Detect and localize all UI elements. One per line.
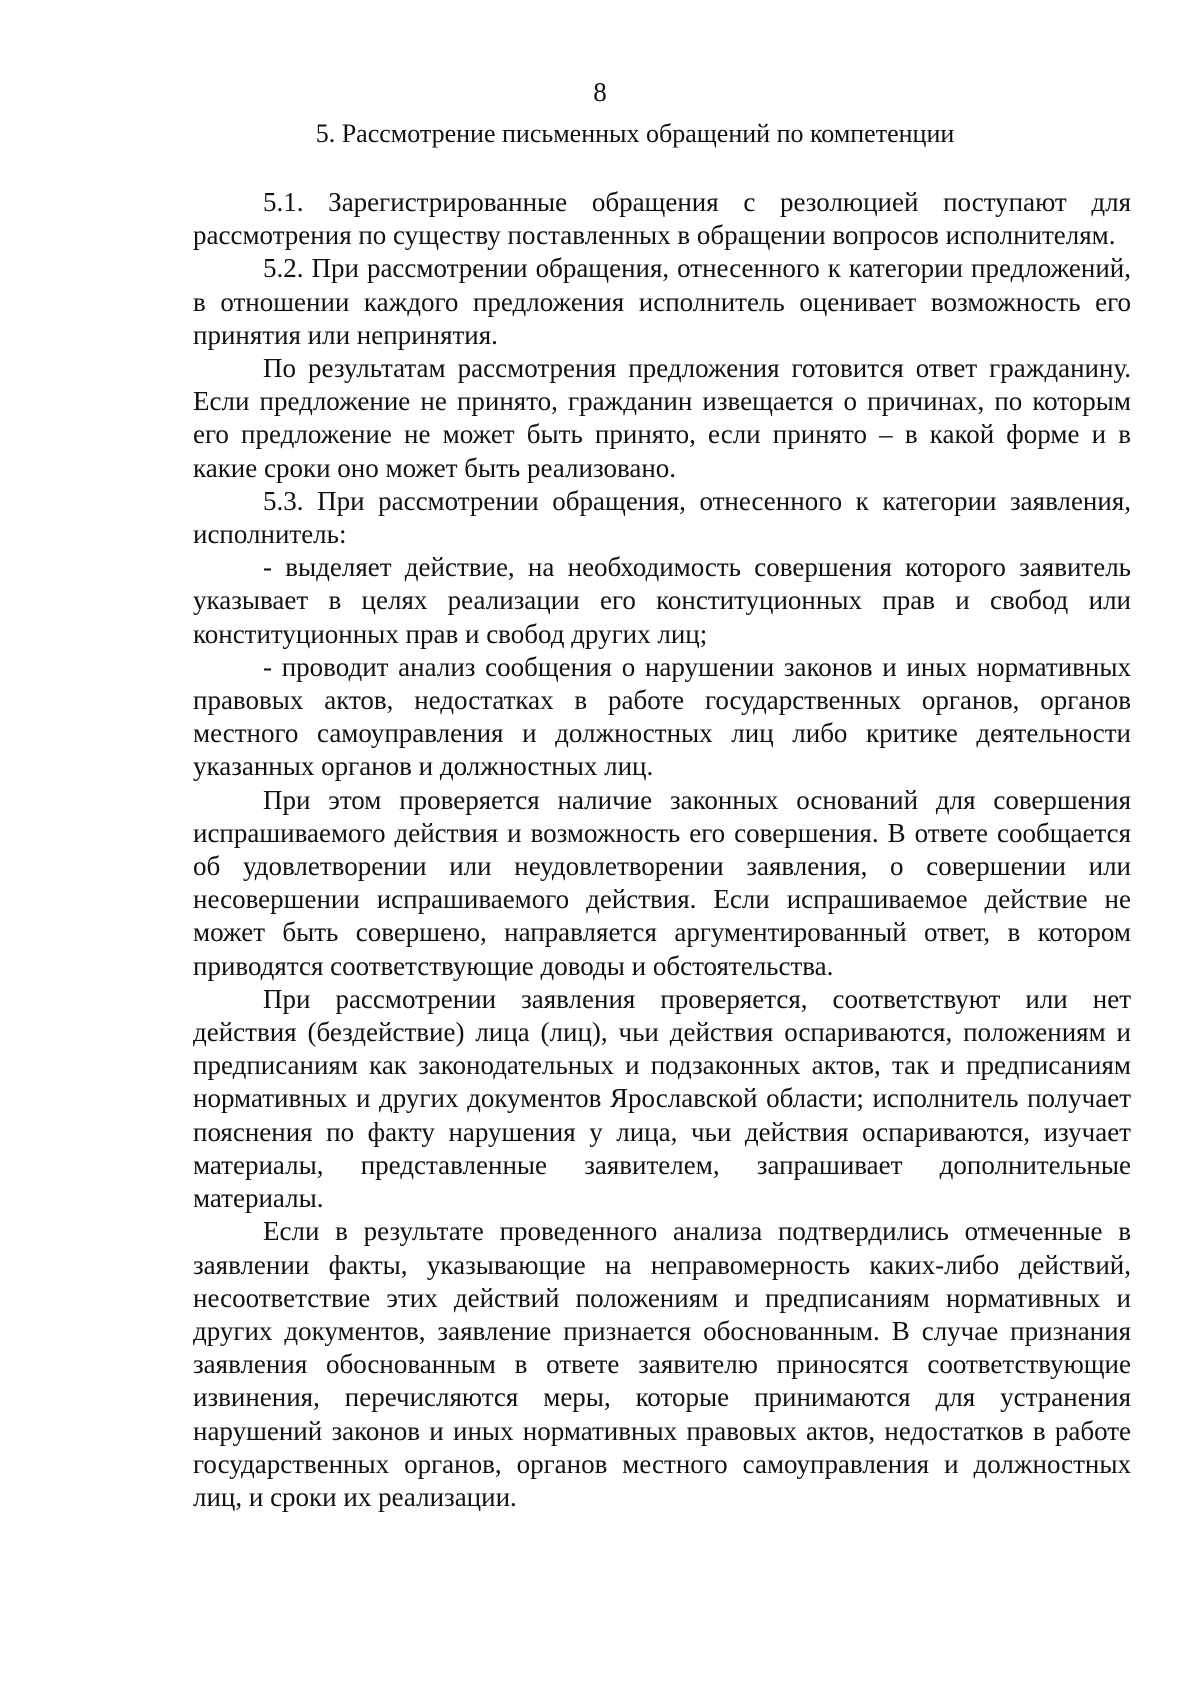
paragraph-justified-statement: Если в результате проведенного анализа подтвердились отмеченные в заявлении факты, указывающие на неправомерность каких-либо действий, несоответствие этих действий положениям и предписаниям нормативных и других документов, заявление признается обоснованным. В случае признания заявления обоснованным в ответе заявителю приносятся соответствующие извинения, перечисляются меры, которые принимаются для устранения нарушений законов и иных нормативных правовых актов, недостатков в работе государственных органов, органов местного самоуправления и должностных лиц, и сроки их реализации. [193,1216,1131,1512]
body-text [193,186,1131,1514]
paragraph-verification: При этом проверяется наличие законных оснований для совершения испрашиваемого действия и возможность его совершения. В ответе сообщается об удовлетворении или неудовлетворении заявления, о совершении или несовершении испрашиваемого действия. Если испрашиваемое действие не может быть совершено, направляется аргументированный ответ, в котором приводятся соответствующие доводы и обстоятельства. [193,784,1131,981]
section-title: 5. Рассмотрение письменных обращений по компетенции [315,119,955,148]
paragraph-5-2: 5.2. При рассмотрении обращения, отнесенного к категории предложений, в отношении каждого предложения исполнитель оценивает возможность его принятия или непринятия. [193,253,1131,350]
paragraph-statement-review: При рассмотрении заявления проверяется, соответствуют или нет действия (бездействие) лица (лиц), чьи действия оспариваются, положениям и предписаниям как законодательных и подзаконных актов, так и предписаниям нормативных и других документов Ярославской области; исполнитель получает пояснения по факту нарушения у лица, чьи действия оспариваются, изучает материалы, представленные заявителем, запрашивает дополнительные материалы. [193,983,1131,1214]
page-number: 8 [593,77,607,107]
paragraph-5-1: 5.1. Зарегистрированные обращения с резолюцией поступают для рассмотрения по существу поставленных в обращении вопросов исполнителям. [193,187,1131,251]
list-item-analysis: - проводит анализ сообщения о нарушении законов и иных нормативных правовых актов, недостатках в работе государственных органов, органов местного самоуправления и должностных лиц либо критике деятельности указанных органов и должностных лиц. [193,651,1131,782]
paragraph-proposal-results: По результатам рассмотрения предложения готовится ответ гражданину. Если предложение не принято, гражданин извещается о причинах, по которым его предложение не может быть принято, если принято – в какой форме и в какие сроки оно может быть реализовано. [193,353,1131,483]
list-item-action: - выделяет действие, на необходимость совершения которого заявитель указывает в целях реализации его конституционных прав и свобод или конституционных прав и свобод других лиц; [193,552,1131,649]
paragraph-5-3: 5.3. При рассмотрении обращения, отнесенного к категории заявления, исполнитель: [193,485,1131,550]
